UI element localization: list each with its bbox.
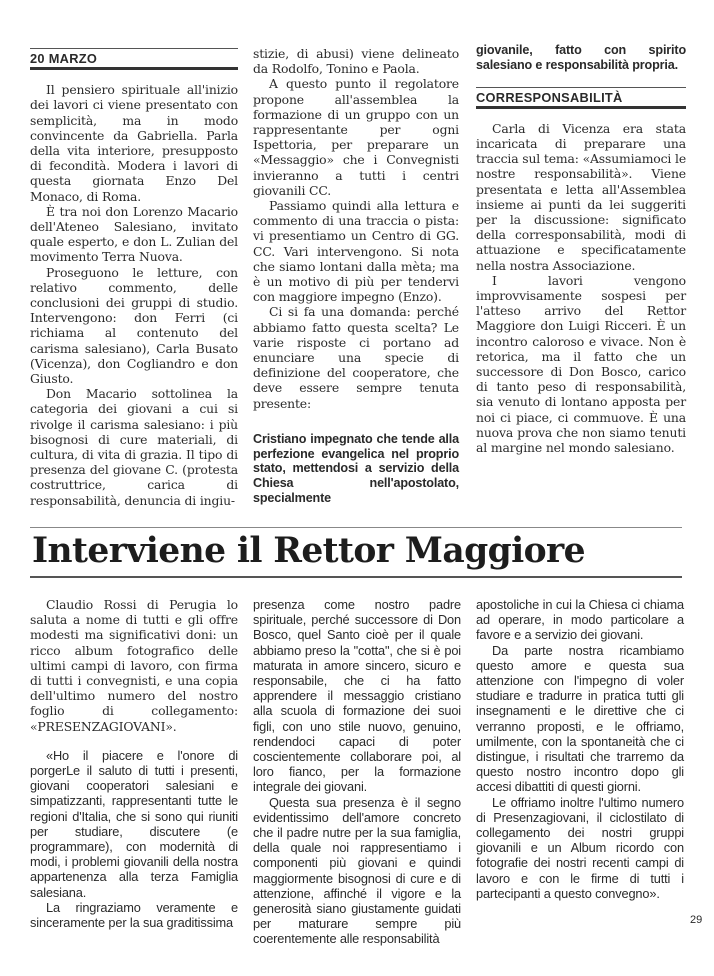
- column-1: [30, 48, 238, 508]
- headline-rule: [30, 576, 682, 578]
- column-3: [476, 43, 686, 455]
- definition-quote: Cristiano impegnato che tende alla perfezione evangelica nel proprio stato, mettendosi a servizio della Chiesa nell'apostolato, specialmente: [253, 431, 459, 506]
- paragraph: A questo punto il regolatore propone all'assemblea la formazione di un gruppo con un rappresentante per ogni Ispettoria, per preparare un «Messaggio» che i Convegnisti invieranno a tutti i centri giovanili CC.: [253, 76, 459, 198]
- speech-paragraph: Questa sua presenza è il segno evidentissimo dell'amore concreto che il padre nutre per la sua famiglia, della quale noi rappresentiamo i componenti più giovani e quindi maggiormente bisognosi di cure e di attenzione, affinché il vigore e la generosità siano giustamente guidati per maturare sempre più coerentemente alle responsabilità: [253, 794, 461, 947]
- paragraph: Ci si fa una domanda: perché abbiamo fatto questa scelta? Le varie risposte ci portano ad enunciare una specie di definizione del cooperatore, che deve essere sempre tenuta presente:: [253, 304, 459, 411]
- speech-paragraph: Da parte nostra ricambiamo questo amore e questa sua attenzione con l'impegno di voler studiare e tradurre in pratica tutti gli insegnamenti e le direttive che ci verranno proposti, e le offriamo, umilmente, con la spontaneità che ci distingue, i risultati che trarremo da questo nostro incontro dopo gli accesi dibattiti di questi giorni.: [476, 642, 684, 795]
- section-heading-date: 20 MARZO: [30, 48, 238, 70]
- paragraph: Don Macario sottolinea la categoria dei giovani a cui si rivolge il carisma salesiano: i più bisognosi di cure materiali, di cultura, di vita di grazia. Il tipo di presenza del giovane C. (protesta costruttrice, carica di responsabilità, denuncia di ingiu-: [30, 386, 238, 508]
- intro-paragraph: Claudio Rossi di Perugia lo saluta a nome di tutti e gli offre modesti ma significativi doni: un ricco album fotografico delle ultimi campi di lavoro, con firma di tutti i convegnisti, e una copia dell'ultimo numero del nostro foglio di collegamento: «PRESENZAGIOVANI».: [30, 597, 238, 734]
- column-2: [253, 46, 459, 506]
- speech-paragraph: La ringraziamo veramente e sinceramente per la sua graditissima: [30, 899, 238, 931]
- article-column-3: [476, 597, 684, 901]
- section-divider: [30, 527, 682, 528]
- article-column-1: [30, 597, 238, 930]
- page-number: 29: [690, 914, 703, 926]
- speech-paragraph: Le offriamo inoltre l'ultimo numero di Presenzagiovani, il ciclostilato di collegamento dei nostri gruppi giovanili e un Album ricordo con fotografie dei nostri recenti campi di lavoro e con le firme di tutti i partecipanti a questo convegno».: [476, 794, 684, 901]
- speech-paragraph: apostoliche in cui la Chiesa ci chiama ad operare, in modo particolare a favore e a servizio dei giovani.: [476, 597, 684, 643]
- paragraph: Passiamo quindi alla lettura e commento di una traccia o pista: vi presentiamo un Centro di GG. CC. Vari intervengono. Si nota che siamo lontani dalla mèta; ma è un motivo di più per tendervi con maggiore impegno (Enzo).: [253, 198, 459, 305]
- article-headline: Interviene il Rettor Maggiore: [32, 531, 585, 571]
- paragraph: È tra noi don Lorenzo Macario dell'Ateneo Salesiano, invitato quale esperto, e don L. Zulian del movimento Terra Nuova.: [30, 203, 238, 265]
- paragraph: I lavori vengono improvvisamente sospesi per l'atteso arrivo del Rettor Maggiore don Luigi Ricceri. È un incontro caloroso e vivace. Non è retorica, ma il fatto che un successore di Don Bosco, carico di tanto peso di responsabilità, sia venuto di lontano apposta per noi ci piace, ci commuove. È una nuova prova che non siamo tenuti al margine nel mondo salesiano.: [476, 272, 686, 456]
- definition-quote-continued: giovanile, fatto con spirito salesiano e responsabilità propria.: [476, 43, 686, 72]
- speech-paragraph: presenza come nostro padre spirituale, perché successore di Don Bosco, quel Santo cioè per il quale abbiamo preso la "cotta", che si è poi maturata in amore sincero, sicuro e responsabile, che ci ha fatto apprendere il messaggio cristiano alla scuola di formazione dei suoi figli, con uno stile nuovo, genuino, rendendoci capaci di poter coscientemente collaborare poi, al loro fianco, per la formazione integrale dei giovani.: [253, 597, 461, 795]
- paragraph: Carla di Vicenza era stata incaricata di preparare una traccia sul tema: «Assumiamoci le nostre responsabilità». Viene presentata e letta all'Assemblea insieme ai punti da lei suggeriti per la discussione: significato della corresponsabilità, modi di attuazione e specificatamente nella nostra Associazione.: [476, 120, 686, 273]
- speech-paragraph: «Ho il piacere e l'onore di porgerLe il saluto di tutti i presenti, giovani cooperatori salesiani e simpatizzanti, rappresentanti tutte le regioni d'Italia, che si sono qui riuniti per studiare, discutere (e programmare), con modernità di modi, i problemi giovanili della nostra appartenenza alla terza Famiglia salesiana.: [30, 747, 238, 900]
- article-column-2: [253, 597, 461, 947]
- paragraph: stizie, di abusi) viene delineato da Rodolfo, Tonino e Paola.: [253, 46, 459, 77]
- paragraph: Proseguono le letture, con relativo commento, delle conclusioni dei gruppi di studio. Intervengono: don Ferri (ci richiama al contenuto del carisma salesiano), Carla Busato (Vicenza), don Cogliandro e don Giusto.: [30, 264, 238, 387]
- section-heading-corresponsabilita: CORRESPONSABILITÀ: [476, 87, 686, 109]
- paragraph: Il pensiero spirituale all'inizio dei lavori ci viene presentato con semplicità, ma in modo convincente da Gabriella. Parla della vita interiore, presupposto di fecondità. Modera i lavori di questa giornata Enzo Del Monaco, di Roma.: [30, 82, 238, 204]
